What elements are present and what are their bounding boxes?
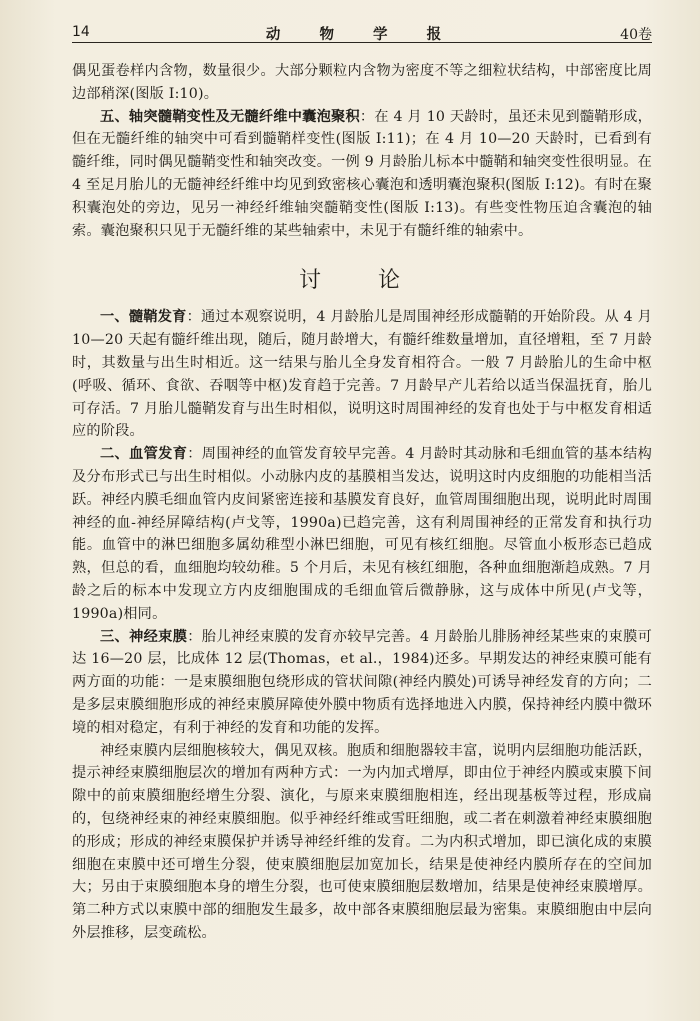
page-number: 14 [72,24,90,40]
vascular-text: ：周围神经的血管发育较早完善。4 月龄时其动脉和毛细血管的基本结构及分布形式已与出生时相似。小动脉内皮的基膜相当发达，说明这时内皮细胞的功能相当活跃。神经内膜毛细血管内皮间紧密连接和基膜发育良好，血管周围细胞出现，说明此时周围神经的血-神经屏障结构(卢戈等，1990a)已趋完善，这有利周围神经的正常发育和执行功能。血管中的淋巴细胞多属幼稚型小淋巴细胞，可见有核红细胞。尽管血小板形态已趋成熟，但总的看，血细胞均较幼稚。5 个月后，未见有核红细胞，各种血细胞渐趋成熟。7 月龄之后的标本中发现立方内皮细胞围成的毛细血管后微静脉，这与成体中所见(卢戈等，1990a)相同。 [72,446,653,622]
discussion-heading: 讨 论 [299,268,425,294]
section-five-paragraph [72,106,652,243]
vascular-heading: 二、血管发育 [100,446,188,463]
volume-label: 40卷 [620,27,652,43]
perineurium-paragraph [72,626,652,740]
continued-paragraph: 偶见蛋卷样内含物，数量很少。大部分颗粒内含物为密度不等之细粒状结构，中部密度比周边部稍深(图版 I:10)。 [72,63,652,102]
section-five-heading: 五、轴突髓鞘变性及无髓纤维中囊泡聚积 [100,108,360,125]
journal-title: 动 物 学 报 [265,26,459,43]
perineurium-continuation-paragraph: 神经束膜内层细胞核较大，偶见双核。胞质和细胞器较丰富，说明内层细胞功能活跃，提示神经束膜细胞层次的增加有两种方式：一为内加式增厚，即由位于神经内膜或束膜下间隙中的前束膜细胞经增生分裂、演化，与原来束膜细胞相连，经出现基板等过程，形成扁的，包绕神经束的神经束膜细胞。似乎神经纤维或雪旺细胞，或二者在刺激着神经束膜细胞的形成；形成的神经束膜保护并诱导神经纤维的发育。二为内积式增加，即已演化成的束膜细胞在束膜中还可增生分裂，使束膜细胞层加宽加长，结果是使神经内膜所存在的空间加大；另由于束膜细胞本身的增生分裂，也可使束膜细胞层数增加，结果是使神经束膜增厚。第二种方式以束膜中部的细胞发生最多，故中部各束膜细胞层最为密集。束膜细胞由中层向外层推移，层变疏松。 [72,742,652,941]
perineurium-text: ：胎儿神经束膜的发育亦较早完善。4 月龄胎儿腓肠神经某些束的束膜可达 16—20 层，比成体 12 层(Thomas，et al.，1984)还多。早期发达的神经束膜可能有两方面的功能：一是束膜细胞包绕形成的管状间隙(神经内膜处)可诱导神经发育的方向；二是多层束膜细胞形成的神经束膜屏障使外膜中物质有选择地进入内膜，保持神经内膜中微环境的相对稳定，有利于神经的发育和功能的发挥。 [72,628,653,736]
article-body [72,43,652,945]
perineurium-heading: 三、神经束膜 [100,628,188,645]
running-header [72,0,652,43]
myelin-text: ：通过本观察说明，4 月龄胎儿是周围神经形成髓鞘的开始阶段。从 4 月 10—20 天起有髓纤维出现，随后，随月龄增大，有髓纤维数量增加，直径增粗，至 7 月龄时，其数量与出生时相近。这一结果与胎儿全身发育相符合。一般 7 月龄胎儿的生命中枢(呼吸、循环、食欲、吞咽等中枢)发育趋于完善。7 月龄早产儿若给以适当保温抚育，胎儿可存活。7 月胎儿髓鞘发育与出生时相似，说明这时周围神经的发育也处于与中枢发育相适应的阶段。 [72,309,652,440]
myelin-paragraph [72,306,652,443]
myelin-heading: 一、髓鞘发育 [100,309,187,326]
vascular-paragraph [72,443,652,625]
section-five-text: ：在 4 月 10 天龄时，虽还未见到髓鞘形成，但在无髓纤维的轴突中可看到髓鞘样变性(图版 I:11)；在 4 月 10—20 天龄时，已看到有髓纤维，同时偶见髓鞘变性和轴突改变。一例 9 月龄胎儿标本中髓鞘和轴突变性很明显。在 4 至足月胎儿的无髓神经纤维中均见到致密核心囊泡和透明囊泡聚积(图版 I:12)。有时在聚积囊泡处的旁边，见另一神经纤维轴突髓鞘变性(图版 I:13)。有些变性物压迫含囊泡的轴索。囊泡聚积只见于无髓纤维的某些轴索中，未见于有髓纤维的轴索中。 [72,108,653,239]
